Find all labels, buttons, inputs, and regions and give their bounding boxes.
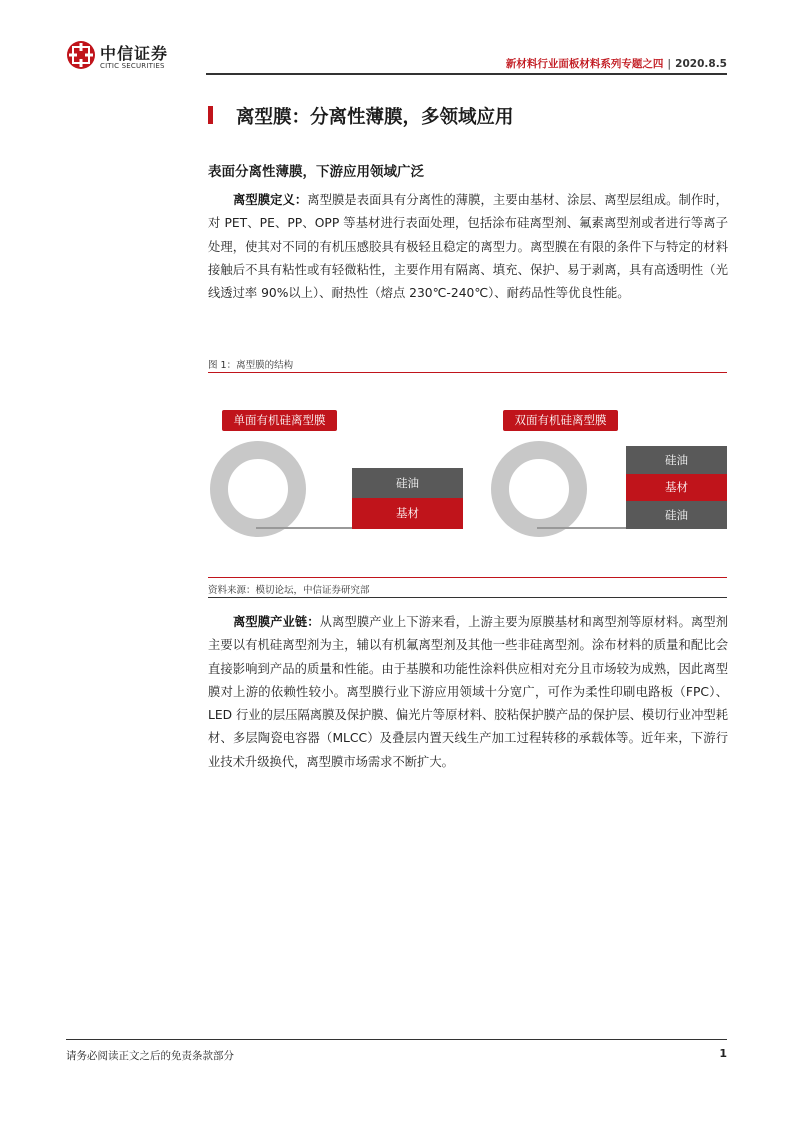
- logo-text-en: CITIC SECURITIES: [100, 62, 165, 70]
- film-strip: [256, 527, 352, 529]
- layer-silicone-oil-top: 硅油: [626, 446, 727, 474]
- double-side-label: 双面有机硅离型膜: [503, 410, 618, 431]
- film-roll-icon: [210, 441, 306, 537]
- film-strip: [537, 527, 627, 529]
- figure-source-rule: [208, 597, 727, 598]
- layer-silicone-oil: 硅油: [352, 468, 463, 498]
- paragraph-industry-chain: [208, 611, 728, 774]
- citic-logo-icon: [66, 40, 96, 70]
- film-roll-icon: [491, 441, 587, 537]
- header-rule: [206, 73, 727, 75]
- section-title: 离型膜：分离性薄膜，多领域应用: [236, 107, 514, 128]
- layer-substrate: 基材: [352, 498, 463, 529]
- footer-disclaimer: 请务必阅读正文之后的免责条款部分: [66, 1050, 234, 1062]
- header-series: 新材料行业面板材料系列专题之四: [505, 58, 664, 70]
- header-separator: |: [667, 58, 672, 70]
- figure-rule-top: [208, 372, 727, 373]
- header-date: 2020.8.5: [675, 58, 727, 70]
- logo-text-cn: 中信证券: [100, 44, 169, 63]
- figure-title: 图 1：离型膜的结构: [208, 360, 294, 371]
- figure-rule-bottom: [208, 577, 727, 578]
- paragraph-definition: [208, 189, 728, 305]
- section-marker: [208, 106, 213, 124]
- layer-substrate: 基材: [626, 474, 727, 501]
- page-number: 1: [719, 1047, 727, 1060]
- section-subtitle: 表面分离性薄膜，下游应用领域广泛: [208, 164, 424, 180]
- paragraph-body: 从离型膜产业上下游来看，上游主要为原膜基材和离型剂等原材料。离型剂主要以有机硅离型剂为主，辅以有机氟离型剂及其他一些非硅离型剂。涂布材料的质量和配比会直接影响到产品的质量和性能。由于基膜和功能性涂料供应相对充分且市场较为成熟，因此离型膜对上游的依赖性较小。离型膜行业下游应用领域十分宽广，可作为柔性印刷电路板（FPC）、LED 行业的层压隔离膜及保护膜、偏光片等原材料、胶粘保护膜产品的保护层、模切行业冲型耗材、多层陶瓷电容器（MLCC）及叠层内置天线生产加工过程转移的承载体等。近年来，下游行业技术升级换代，离型膜市场需求不断扩大。: [208, 615, 728, 769]
- header-info: [506, 56, 727, 71]
- layer-silicone-oil-bottom: 硅油: [626, 501, 727, 529]
- paragraph-lead: 离型膜产业链：: [233, 615, 320, 629]
- paragraph-lead: 离型膜定义：: [233, 193, 308, 207]
- footer-rule: [66, 1039, 727, 1040]
- paragraph-body: 离型膜是表面具有分离性的薄膜，主要由基材、涂层、离型层组成。制作时，对 PET、PE、PP、OPP 等基材进行表面处理，包括涂布硅离型剂、氟素离型剂或者进行等离子处理，使其对不同的有机压感胶具有极轻且稳定的离型力。离型膜在有限的条件下与特定的材料接触后不具有粘性或有轻微粘性，主要作用有隔离、填充、保护、易于剥离，具有高透明性（光线透过率 90%以上）、耐热性（熔点 230℃-240℃）、耐药品性等优良性能。: [208, 193, 728, 301]
- single-side-label: 单面有机硅离型膜: [222, 410, 337, 431]
- figure-source: 资料来源：模切论坛，中信证券研究部: [208, 585, 370, 596]
